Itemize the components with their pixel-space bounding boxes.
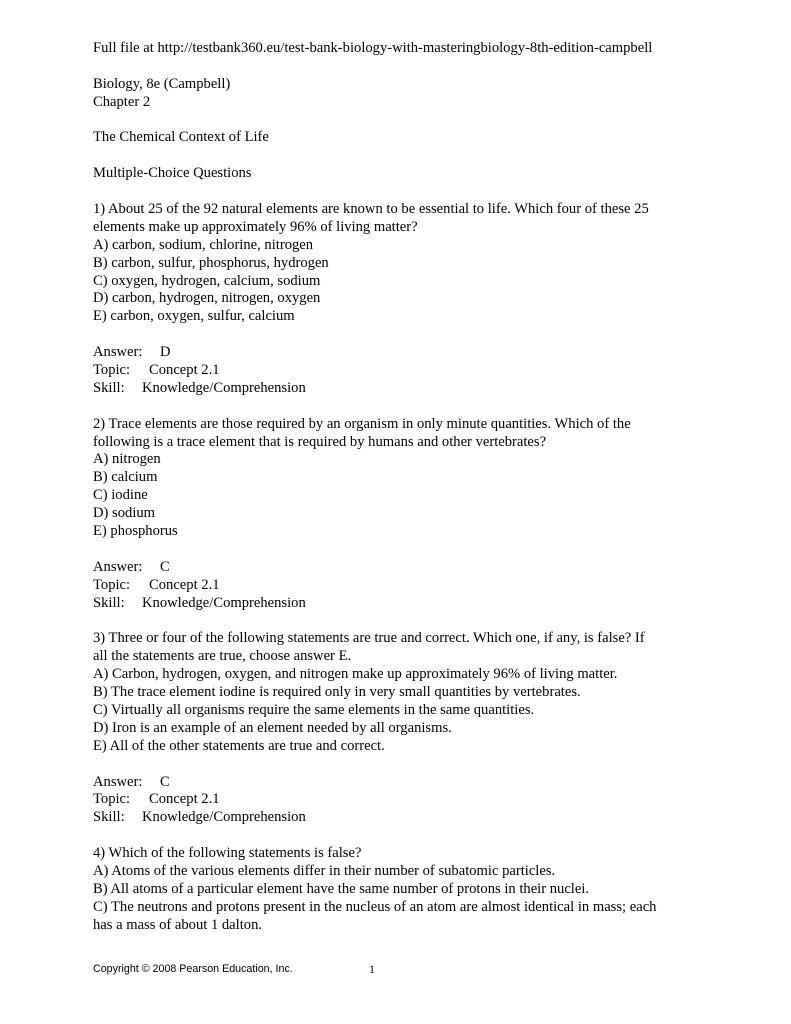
option-d: D) sodium — [93, 505, 156, 522]
answer-value: C — [160, 558, 170, 575]
book-title: Biology, 8e (Campbell) — [93, 75, 231, 92]
option-c: C) Virtually all organisms require the same elements in the same quantities. — [93, 701, 535, 718]
option-e: E) phosphorus — [93, 523, 178, 540]
page-number: 1 — [369, 962, 375, 976]
question-1 — [93, 201, 753, 398]
answer-label: Answer: — [93, 344, 143, 361]
option-a: A) carbon, sodium, chlorine, nitrogen — [93, 236, 314, 253]
topic-label: Topic: — [93, 576, 131, 593]
question-stem: 1) About 25 of the 92 natural elements are known to be essential to life. Which four of these 25 — [93, 201, 649, 218]
option-b: B) calcium — [93, 469, 158, 486]
option-e: E) All of the other statements are true and correct. — [93, 737, 385, 754]
answer-line — [93, 559, 753, 577]
topic-value: Concept 2.1 — [149, 576, 220, 593]
question-4 — [93, 845, 753, 934]
option-c-continued: has a mass of about 1 dalton. — [93, 916, 263, 933]
answer-line — [93, 774, 753, 792]
page-footer — [93, 962, 375, 976]
question-stem: 4) Which of the following statements is false? — [93, 845, 362, 862]
topic-line — [93, 577, 753, 595]
option-a: A) nitrogen — [93, 451, 161, 468]
option-b: B) All atoms of a particular element have the same number of protons in their nuclei. — [93, 880, 590, 897]
option-c: C) The neutrons and protons present in the nucleus of an atom are almost identical in mass; each — [93, 898, 657, 915]
skill-value: Knowledge/Comprehension — [142, 809, 306, 826]
topic-value: Concept 2.1 — [149, 362, 220, 379]
topic-value: Concept 2.1 — [149, 791, 220, 808]
question-stem: 3) Three or four of the following statements are true and correct. Which one, if any, is false? If — [93, 630, 645, 647]
answer-value: C — [160, 773, 170, 790]
question-stem: all the statements are true, choose answer E. — [93, 648, 352, 665]
skill-line — [93, 595, 753, 613]
option-d: D) carbon, hydrogen, nitrogen, oxygen — [93, 290, 321, 307]
topic-label: Topic: — [93, 791, 131, 808]
option-e: E) carbon, oxygen, sulfur, calcium — [93, 308, 295, 325]
skill-label: Skill: — [93, 594, 125, 611]
chapter-title: The Chemical Context of Life — [93, 129, 269, 146]
answer-label: Answer: — [93, 773, 143, 790]
skill-line — [93, 809, 753, 827]
option-b: B) carbon, sulfur, phosphorus, hydrogen — [93, 254, 329, 271]
option-a: A) Atoms of the various elements differ in their number of subatomic particles. — [93, 862, 556, 879]
document-page — [93, 40, 753, 935]
chapter-number: Chapter 2 — [93, 93, 151, 110]
skill-line — [93, 380, 753, 398]
topic-line — [93, 362, 753, 380]
skill-value: Knowledge/Comprehension — [142, 594, 306, 611]
option-c: C) oxygen, hydrogen, calcium, sodium — [93, 272, 321, 289]
option-a: A) Carbon, hydrogen, oxygen, and nitrogen make up approximately 96% of living matter. — [93, 666, 618, 683]
option-c: C) iodine — [93, 487, 148, 504]
question-3 — [93, 630, 753, 827]
question-stem: following is a trace element that is required by humans and other vertebrates? — [93, 433, 547, 450]
question-stem: elements make up approximately 96% of living matter? — [93, 218, 418, 235]
skill-label: Skill: — [93, 809, 125, 826]
section-heading: Multiple-Choice Questions — [93, 165, 252, 182]
topic-label: Topic: — [93, 362, 131, 379]
skill-value: Knowledge/Comprehension — [142, 379, 306, 396]
answer-label: Answer: — [93, 558, 143, 575]
topic-line — [93, 791, 753, 809]
skill-label: Skill: — [93, 379, 125, 396]
source-line: Full file at http://testbank360.eu/test-bank-biology-with-masteringbiology-8th-edition-campbell — [93, 40, 653, 56]
question-2 — [93, 416, 753, 613]
copyright-notice: Copyright © 2008 Pearson Education, Inc. — [93, 963, 293, 975]
question-stem: 2) Trace elements are those required by an organism in only minute quantities. Which of the — [93, 415, 631, 432]
answer-value: D — [160, 344, 171, 361]
answer-line — [93, 344, 753, 362]
option-d: D) Iron is an example of an element needed by all organisms. — [93, 719, 452, 736]
option-b: B) The trace element iodine is required only in very small quantities by vertebrates. — [93, 684, 581, 701]
